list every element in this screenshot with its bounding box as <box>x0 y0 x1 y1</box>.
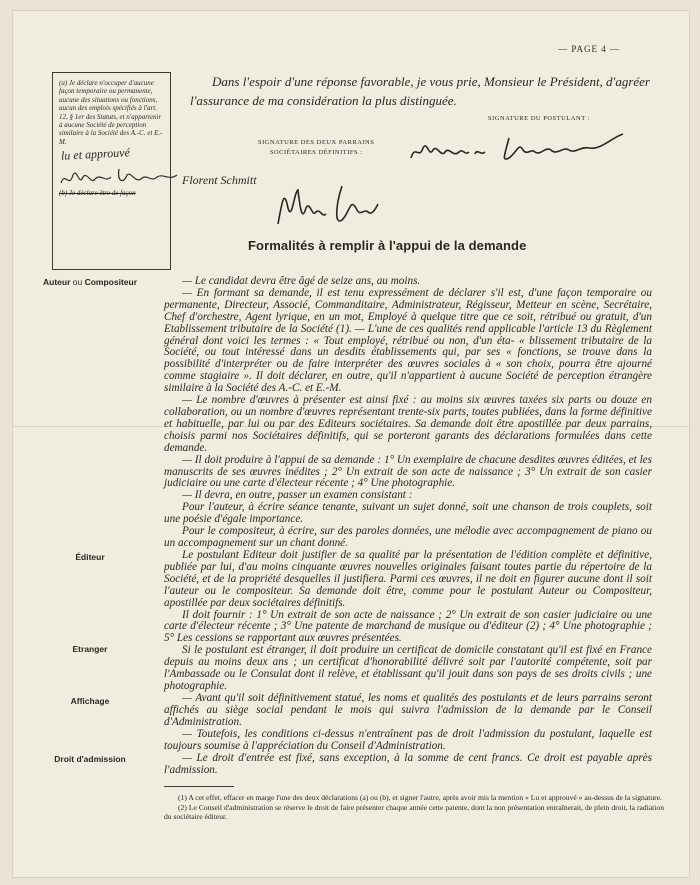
closing-paragraph: Dans l'espoir d'une réponse favorable, je vous prie, Monsieur le Président, d'agréer l'assurance de ma considération la plus distinguée. <box>190 74 650 108</box>
sponsor1-signature: Florent Schmitt <box>182 173 257 187</box>
label-editeur: Éditeur <box>75 552 105 562</box>
paragraph: Si le postulant est étranger, il doit produire un certificat de domicile constatant qu'il est fixé en France depuis au moins deux ans ; un certificat d'honorabilité délivré soit par l'autorité compétente, soit par l'Ambassade ou le Consulat dont il relève, et établissant qu'il jouit dans son pays de ses droits civils ; une photographie. <box>164 644 652 692</box>
paragraph: — Toutefois, les conditions ci-dessus n'entraînent pas de droit l'admission du postulant, laquelle est toujours soumise à l'appréciation du Conseil d'Administration. <box>164 727 652 752</box>
sponsors-signature-label: SIGNATURE DES DEUX PARRAINS SOCIÉTAIRES DÉFINITIFS : <box>258 139 375 156</box>
label-affichage: Affichage <box>70 696 110 706</box>
paragraph: Il doit fournir : 1° Un extrait de son acte de naissance ; 2° Un extrait de son casier judiciaire ou une carte d'électeur récente ; 3° Une patente de marchand de musique ou d'éditeur (2) ; 4° Une photographie ; 5° Les cessions se rapportant aux œuvres présentées. <box>164 608 652 645</box>
paragraph: Pour le compositeur, à écrire, sur des paroles données, une mélodie avec accompagnement de piano ou un accompagnement sur un chant donné. <box>164 525 652 549</box>
handwritten-approval: lu et approuvé <box>60 145 131 163</box>
section-auteur <box>164 276 652 550</box>
paragraph: Pour l'auteur, à écrire séance tenante, suivant un sujet donné, soit une chanson de trois couplets, soit une poésie d'égale importance. <box>164 501 652 526</box>
declaration-a: (a) Je déclare n'occuper d'aucune façon temporaire ou permanente, aucune des situations ou fonctions, aucun des emplois spécifiés à l'art. 12, § 1er des Statuts, et n'appartenir à aucune Société de perception similaire à la Société des A.-C. et E.-M. <box>59 79 163 146</box>
label-auteur-compositeur: Auteur ou Compositeur <box>42 277 138 287</box>
paragraph: — Le candidat devra être âgé de seize ans, au moins. <box>182 275 421 287</box>
paragraph: — Avant qu'il soit définitivement statué, les noms et qualités des postulants et de leurs parrains seront affichés au siège social pendant le mois qui suivra l'admission de la demande par le Conseil d'Administration. <box>164 692 652 728</box>
section-droit <box>164 753 652 777</box>
footnote: (2) Le Conseil d'administration se réserve le droit de faire présenter chaque année cette patente, dont la non présentation entraînerait, de plein droit, la radiation du sociétaire éditeur. <box>164 803 664 822</box>
label-droit-admission: Droit d'admission <box>54 754 126 764</box>
paragraph: — Le nombre d'œuvres à présenter est ainsi fixé : au moins six œuvres taxées six parts ou douze en collaboration, ou un nombre d'œuvres représentant trente-six parts, toutes publiées, dans la forme définitive et habituelle, par lui ou par des Editeurs sociétaires. Sa demande doit être apostillée par deux parrains, choisis parmi nos Sociétaires définitifs, qui se porteront garants des déclarations formulées dans cette demande. <box>164 394 652 454</box>
paragraph: — En formant sa demande, il est tenu expressément de déclarer s'il est, d'une façon temporaire ou permanente, Directeur, Associé, Commanditaire, Administrateur, Régisseur, Metteur en scène, Secrétaire, Chef d'orchestre, Agent lyrique, en un mot, Employé à quelque titre que ce soit, rétribué ou gratuit, d'un Etablissement tributaire de la Société (1). — L'une de ces qualités rend applicable l'article 13 du Règlement général dont voici les termes : « Tout employé, rétribué ou non, d'un éta- « blissement tributaire de la Société, ou tout intéressé dans un desdits établissements qui, par ses « fonctions, se trouve dans la possibilité d'interpréter ou de faire interpréter des œuvres sociales à « son choix, pourra être ajourné comme stagiaire ». Il doit déclarer, en outre, qu'il n'appartient à aucune Société de perception étrangère similaire à la Société des A.-C. et E.-M. <box>164 286 652 395</box>
paragraph: — Il devra, en outre, passer un examen consistant : <box>182 489 413 502</box>
postulant-signature-label: SIGNATURE DU POSTULANT : <box>488 115 590 122</box>
declaration-b: (b) Je déclare être de façon <box>59 189 136 197</box>
section-editeur <box>164 550 652 645</box>
paragraph: Le postulant Editeur doit justifier de sa qualité par la présentation de l'édition complète et définitive, publiée par lui, d'au moins cinquante œuvres nouvelles originales faisant toutes partie du répertoire de la Société, et de la propriété desquelles il justifiera. Parmi ces œuvres, il ne doit en figurer aucune dont il soit l'auteur ou le compositeur. Sa demande doit être, comme pour le postulant Auteur ou Compositeur, apostillée par deux sociétaires définitifs. <box>164 549 652 609</box>
section-heading: Formalités à remplir à l'appui de la demande <box>248 238 527 253</box>
label-etranger: Etranger <box>72 644 108 654</box>
declaration-box <box>52 72 171 270</box>
sponsor2-signature <box>272 178 382 234</box>
footnotes <box>164 793 664 823</box>
page-number: — PAGE 4 — <box>558 44 620 54</box>
section-affichage <box>164 693 652 753</box>
postulant-signature <box>405 128 635 172</box>
footnote-separator <box>164 786 234 787</box>
footnote: (1) A cet effet, effacer en marge l'une des deux déclarations (a) ou (b), et signer l'autre, après avoir mis la mention « Lu et approuvé » au-dessus de la signature. <box>178 793 662 802</box>
section-etranger <box>164 645 652 693</box>
paragraph: — Le droit d'entrée est fixé, sans exception, à la somme de cent francs. Ce droit est payable après l'admission. <box>164 752 652 776</box>
paragraph: — Il doit produire à l'appui de sa demande : 1° Un exemplaire de chacune desdites œuvres éditées, et les manuscrits de ses œuvres inédites ; 2° Un extrait de son acte de naissance ; 3° Un extrait de son casier judiciaire ou une carte d'électeur récente ; 4° Une photographie. <box>164 453 652 490</box>
